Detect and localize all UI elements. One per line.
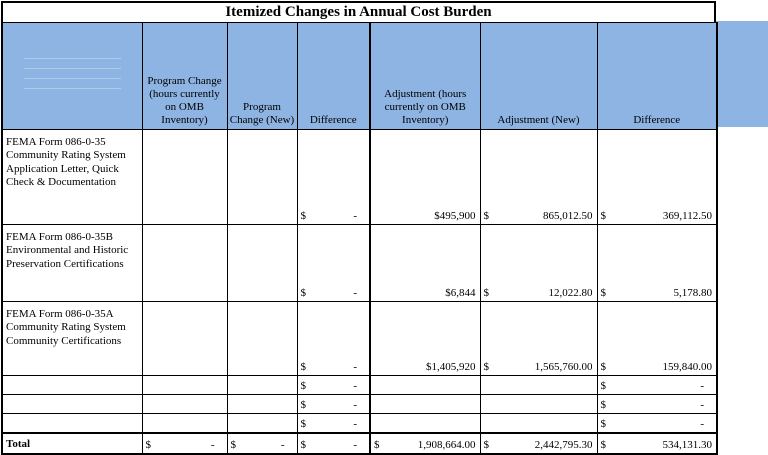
- cell-adj-diff: $ -: [597, 414, 717, 434]
- cell-pc-diff: $ -: [297, 395, 370, 414]
- row-label: FEMA Form 086-0-35B Environmental and Historic Preservation Certifications: [2, 225, 142, 302]
- cell-adj-diff: $ 159,840.00: [597, 302, 717, 376]
- cell-adj-omb: $495,900: [370, 130, 480, 225]
- cell-pc-omb: [142, 225, 227, 302]
- table-title: Itemized Changes in Annual Cost Burden: [1, 1, 716, 22]
- cell-pc-new: [227, 225, 297, 302]
- total-pc-new: $ -: [227, 433, 297, 454]
- total-adj-diff: $ 534,131.30: [597, 433, 717, 454]
- total-pc-omb: $ -: [142, 433, 227, 454]
- cell-pc-new: [227, 302, 297, 376]
- table-row-empty: [2, 395, 717, 414]
- cell-pc-new: [227, 130, 297, 225]
- cell-adj-omb: $1,405,920: [370, 302, 480, 376]
- cell-adj-omb: $6,844: [370, 225, 480, 302]
- cell-adj-diff: $ -: [597, 395, 717, 414]
- header-adjustment-new: Adjustment (New): [480, 23, 597, 130]
- cell-adj-diff: $ -: [597, 376, 717, 395]
- cell-pc-omb: [142, 130, 227, 225]
- header-adjustment-difference: Difference: [597, 23, 717, 130]
- header-program-difference: Difference: [297, 23, 370, 130]
- cell-pc-diff: $ -: [297, 225, 370, 302]
- cell-adj-diff: $ 369,112.50: [597, 130, 717, 225]
- header-adjustment-omb: Adjustment (hours currently on OMB Inventory): [370, 23, 480, 130]
- cell-pc-omb: [142, 302, 227, 376]
- header-band-overflow: [716, 21, 768, 127]
- cell-pc-diff: $ -: [297, 414, 370, 434]
- cell-adj-new: $ 12,022.80: [480, 225, 597, 302]
- cell-adj-new: $ 1,565,760.00: [480, 302, 597, 376]
- header-program-change-new: Program Change (New): [227, 23, 297, 130]
- header-item: [2, 23, 142, 130]
- cost-burden-table: [1, 22, 718, 455]
- total-adj-new: $ 2,442,795.30: [480, 433, 597, 454]
- cell-adj-diff: $ 5,178.80: [597, 225, 717, 302]
- total-label: Total: [2, 433, 142, 454]
- table-row-empty: [2, 414, 717, 434]
- total-adj-omb: $ 1,908,664.00: [370, 433, 480, 454]
- header-program-change-omb: Program Change (hours currently on OMB Inventory): [142, 23, 227, 130]
- cell-adj-new: $ 865,012.50: [480, 130, 597, 225]
- header-row: [2, 23, 717, 130]
- table-row: [2, 225, 717, 302]
- total-pc-diff: $ -: [297, 433, 370, 454]
- cell-pc-diff: $ -: [297, 376, 370, 395]
- table-row: [2, 130, 717, 225]
- row-label: FEMA Form 086-0-35A Community Rating System Community Certifications: [2, 302, 142, 376]
- cell-pc-diff: $ -: [297, 302, 370, 376]
- cost-burden-sheet: [1, 1, 716, 455]
- row-label: FEMA Form 086-0-35 Community Rating System Application Letter, Quick Check & Documentation: [2, 130, 142, 225]
- table-row: [2, 302, 717, 376]
- cell-pc-diff: $ -: [297, 130, 370, 225]
- table-row-empty: [2, 376, 717, 395]
